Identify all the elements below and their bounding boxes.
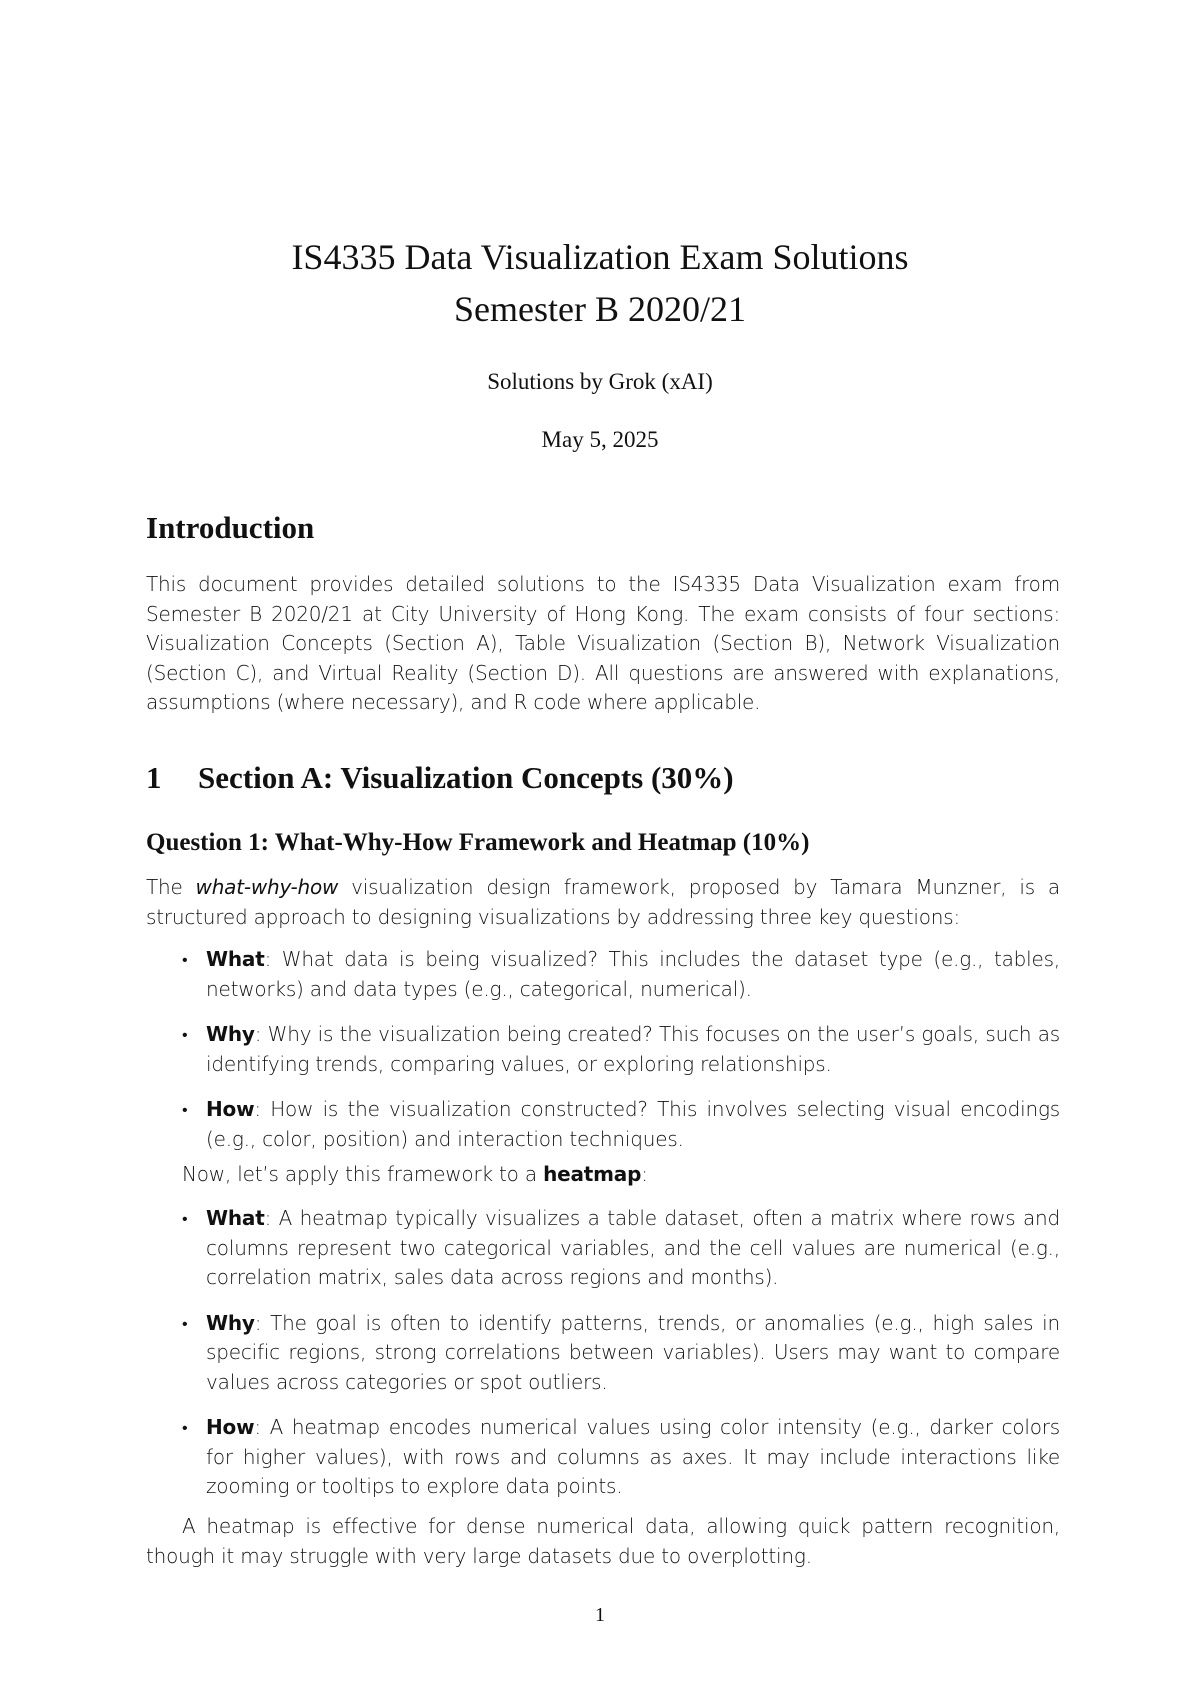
document-author: Solutions by Grok (xAI) bbox=[487, 369, 713, 394]
introduction-heading: Introduction bbox=[146, 510, 315, 545]
apply-prefix: Now, let’s apply this framework to a bbox=[182, 1162, 544, 1186]
bullet-icon: • bbox=[182, 1313, 188, 1333]
question-heading: Question 1: What-Why-How Framework and Heatmap (10%) bbox=[146, 829, 810, 856]
list-item-text: : How is the visualization constructed? This involves selecting visual encodings (e.g., color, position) and interaction techniques. bbox=[206, 1097, 1060, 1151]
list-item-term: Why bbox=[206, 1022, 255, 1046]
list-item bbox=[146, 1020, 1060, 1079]
list-item-term: What bbox=[206, 1206, 265, 1230]
bullet-icon: • bbox=[182, 1418, 188, 1437]
section-number: 1 bbox=[146, 760, 162, 795]
list-item-term: What bbox=[206, 947, 265, 971]
list-item bbox=[146, 1413, 1060, 1502]
heatmap-list bbox=[146, 1204, 1060, 1518]
list-item-text: : The goal is often to identify patterns, trends, or anomalies (e.g., high sales in specific regions, strong correlations between variables). Users may want to compare values across categories or spot outliers. bbox=[206, 1310, 1060, 1394]
list-item bbox=[146, 1095, 1060, 1154]
document-date: May 5, 2025 bbox=[541, 427, 659, 452]
intro-prefix: The bbox=[146, 875, 196, 899]
list-item-term: Why bbox=[206, 1310, 255, 1335]
list-item bbox=[146, 1204, 1060, 1293]
bullet-icon: • bbox=[182, 950, 188, 969]
list-item bbox=[146, 1309, 1060, 1398]
closing-paragraph: A heatmap is effective for dense numerical data, allowing quick pattern recognition, though it may struggle with very large datasets due to overplotting. bbox=[146, 1514, 1060, 1568]
list-item-text: : Why is the visualization being created? This focuses on the user’s goals, such as identifying trends, comparing values, or exploring relationships. bbox=[206, 1022, 1060, 1076]
document-subtitle: Semester B 2020/21 bbox=[454, 289, 746, 329]
page-number: 1 bbox=[595, 1604, 605, 1626]
apply-term: heatmap bbox=[543, 1162, 642, 1186]
list-item-term: How bbox=[206, 1097, 255, 1121]
introduction-paragraph: This document provides detailed solutions to the IS4335 Data Visualization exam from Semester B 2020/21 at City University of Hong Kong. The exam consists of four sections: Visualization Concepts (Section A), Table Visualization (Section B), Network Visualization (Section C), and Virtual Reality (Section D). All questions are answered with explanations, assumptions (where necessary), and R code where applicable. bbox=[146, 572, 1060, 714]
section-title: Section A: Visualization Concepts (30%) bbox=[198, 760, 734, 795]
bullet-icon: • bbox=[182, 1025, 188, 1044]
bullet-icon: • bbox=[182, 1100, 188, 1119]
framework-list bbox=[146, 945, 1060, 1170]
apply-suffix: : bbox=[641, 1162, 648, 1186]
list-item bbox=[146, 945, 1060, 1004]
bullet-icon: • bbox=[182, 1209, 188, 1228]
intro-emphasis: what-why-how bbox=[195, 875, 339, 899]
list-item-text: : A heatmap typically visualizes a table dataset, often a matrix where rows and columns represent two categorical variables, and the cell values are numerical (e.g., correlation matrix, sales data across regions and months). bbox=[206, 1206, 1060, 1289]
section-heading bbox=[146, 758, 1060, 798]
intro-suffix: visualization design framework, proposed by Tamara Munzner, is a structured approach to designing visualizations by addressing three key questions: bbox=[146, 875, 1060, 929]
list-item-text: : A heatmap encodes numerical values using color intensity (e.g., darker colors for higher values), with rows and columns as axes. It may include interactions like zooming or tooltips to explore data points. bbox=[206, 1415, 1060, 1498]
list-item-text: : What data is being visualized? This includes the dataset type (e.g., tables, networks) and data types (e.g., categorical, numerical). bbox=[206, 947, 1060, 1001]
question-intro-paragraph bbox=[146, 873, 1060, 932]
list-item-term: How bbox=[206, 1415, 255, 1439]
apply-paragraph bbox=[146, 1160, 1096, 1190]
document-title: IS4335 Data Visualization Exam Solutions bbox=[291, 237, 909, 277]
